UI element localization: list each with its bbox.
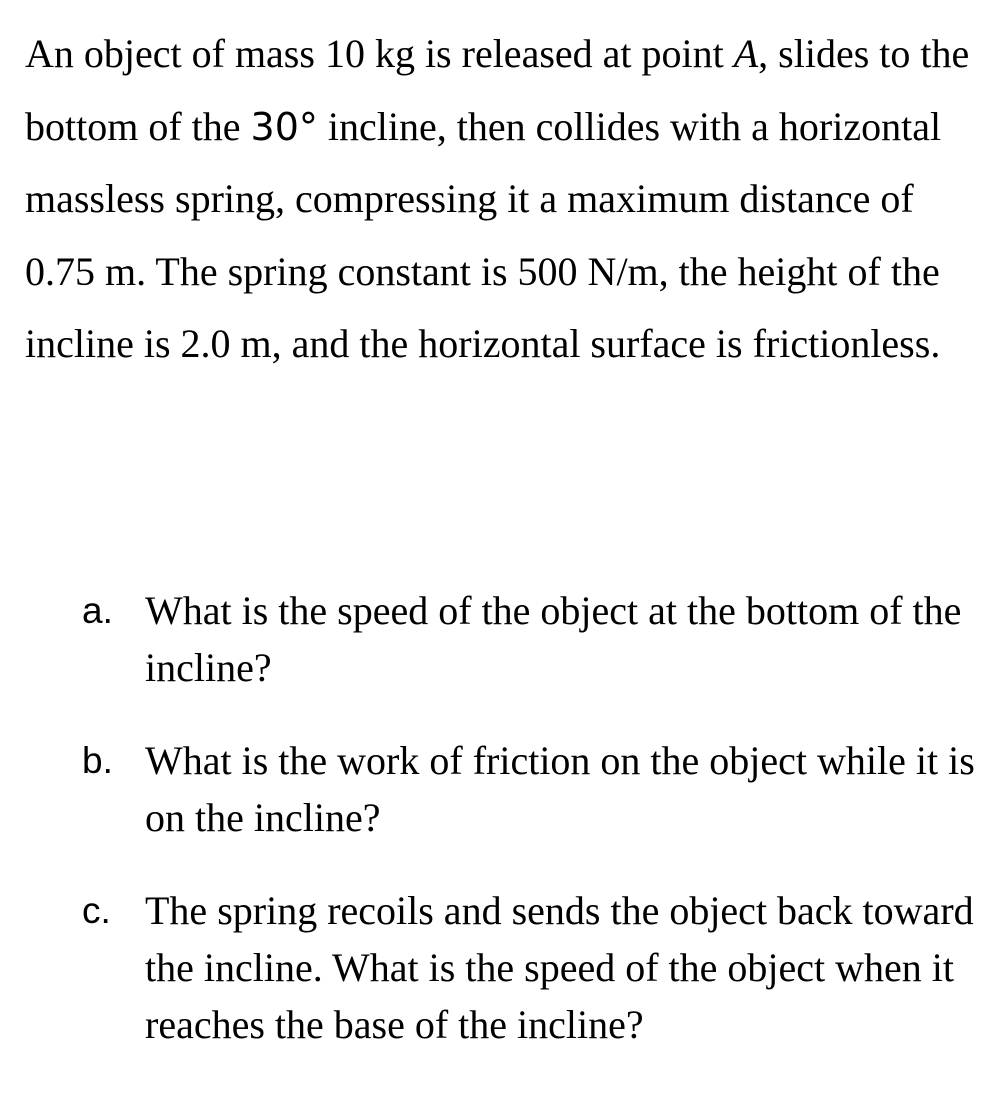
question-b xyxy=(82,732,1002,846)
question-a xyxy=(82,582,1002,696)
incline-angle: 30° xyxy=(250,104,318,149)
question-text: The spring recoils and sends the object back toward the incline. What is the speed of the object when it reaches the base of the incline? xyxy=(145,888,974,1047)
question-marker: b. xyxy=(82,740,113,781)
question-c xyxy=(82,882,1002,1053)
question-marker: c. xyxy=(82,890,111,931)
question-list xyxy=(82,582,1002,1089)
question-text: What is the speed of the object at the bottom of the incline? xyxy=(145,588,962,690)
problem-text-part-1: An object of mass 10 kg is released at point xyxy=(25,31,734,76)
question-marker: a. xyxy=(82,590,113,631)
point-label: A xyxy=(733,31,759,76)
problem-text-part-3: incline, then collides with a horizontal massless spring, compressing it a maximum distance of 0.75 m. The spring constant is 500 N/m, the height of the incline is 2.0 m, and the horizontal surface is frictionless. xyxy=(25,103,942,366)
problem-statement xyxy=(25,18,985,381)
problem-text-part-2: , slides to the bottom of the xyxy=(25,31,970,149)
question-text: What is the work of friction on the object while it is on the incline? xyxy=(145,738,975,840)
